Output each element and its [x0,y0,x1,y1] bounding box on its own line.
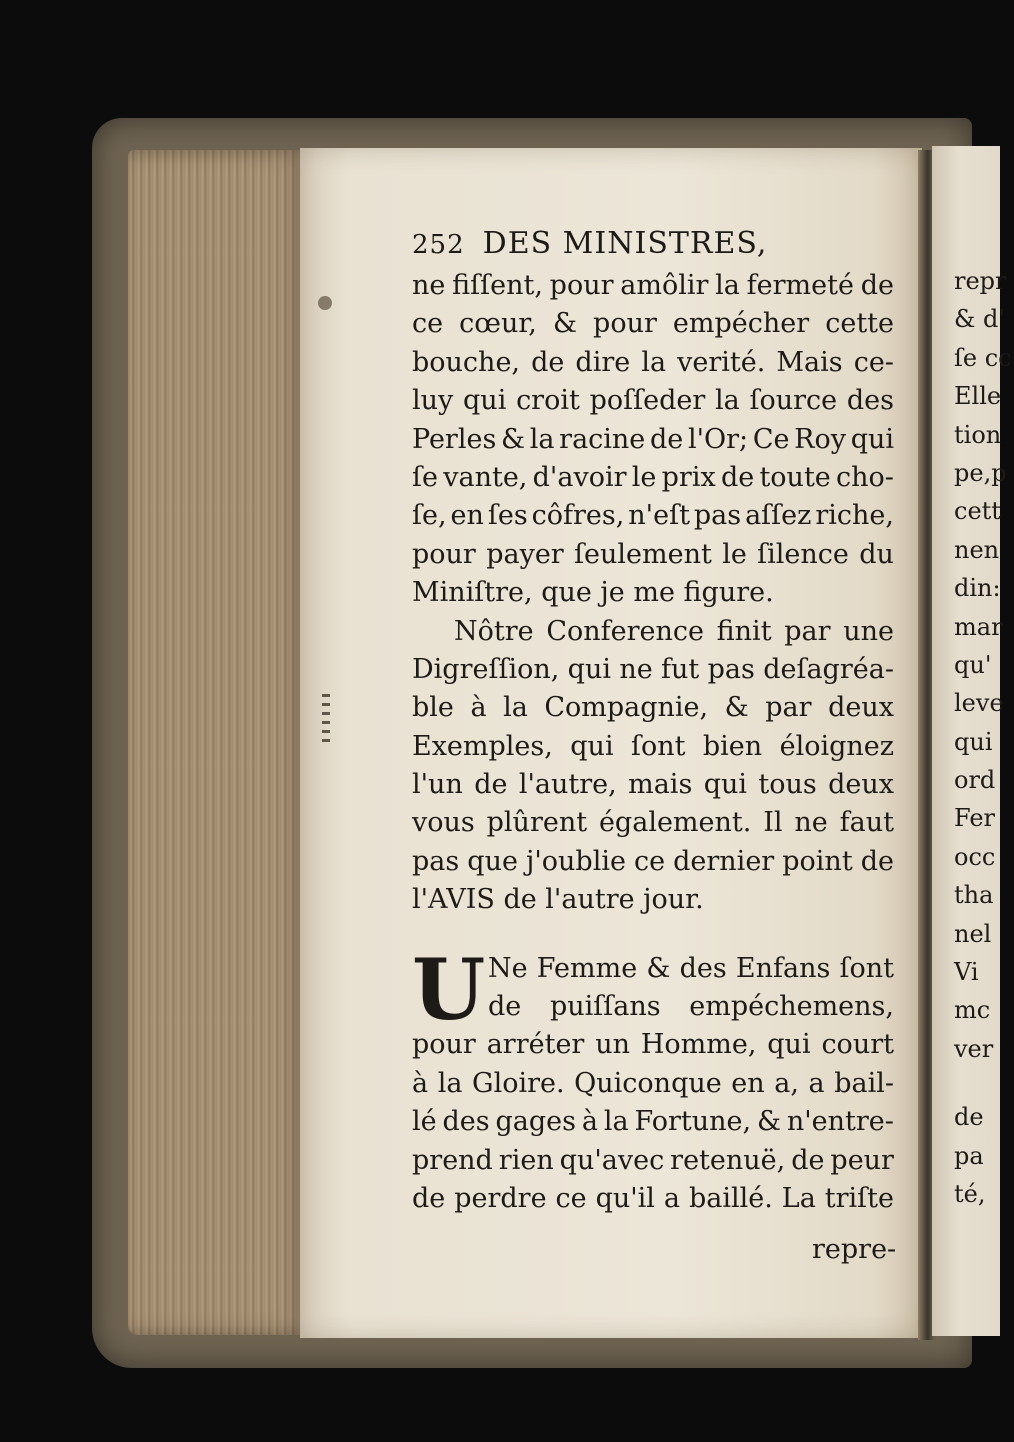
facing-page-line: qu' [954,650,992,679]
facing-page-line: tha [954,881,994,910]
running-title: DES MINISTRES, [482,226,768,261]
facing-page-line: occ [954,842,996,871]
text-line: de puiſſans empéchemens, [488,991,894,1023]
facing-page-line: Elle [954,382,1002,411]
margin-marks [322,694,330,744]
text-line: ce cœur, & pour empécher cette [412,308,894,340]
text-line: pour payer ſeulement le ſilence du [412,538,894,570]
text-line: Miniſtre, que je me figure. [412,577,774,609]
facing-page-line: mar [954,612,1003,641]
facing-page-line: nel [954,919,992,948]
text-line: ble à la Compagnie, & par deux [412,692,894,724]
paragraph-2 [412,613,894,920]
facing-page-line [954,1068,1014,1098]
text-line: ſe, en ſes côfres, n'eſt pas aſſez riche, [412,500,894,532]
facing-page-line: Vi [954,958,979,987]
catchword: repre- [812,1234,897,1265]
facing-page-line: pe,p [954,458,1007,487]
facing-page-line: repr [954,267,1007,295]
text-line: bouche, de dire la verité. Mais ce- [412,346,894,378]
text-line: Perles & la racine de l'Or; Ce Roy qui [412,423,894,455]
text-line: vous plûrent également. Il ne faut [412,807,894,839]
facing-page-line: Fer [954,804,996,833]
facing-page-line: & d' [954,305,1005,334]
paragraph-3 [412,939,894,1219]
facing-page-line: té, [954,1179,986,1208]
text-line: Exemples, qui ſont bien éloignez [412,730,894,762]
page-edges [128,150,308,1335]
text-line: pour arréter un Homme, qui court [412,1029,894,1061]
facing-page-line: tion [954,420,1002,449]
facing-page-line: qui [954,727,993,756]
text-line: lé des gages à la Fortune, & n'entre- [412,1106,894,1138]
text-line: pas que j'oublie ce dernier point de [412,845,894,877]
facing-page-line: leve [954,689,1004,718]
facing-page-line: pa [954,1141,984,1170]
text-line: de perdre ce qu'il a baillé. La triſte [412,1182,894,1214]
facing-page-line: mc [954,996,991,1025]
paragraph-1 [412,267,894,613]
ink-spot [318,296,332,310]
facing-page-line: din: [954,574,1001,603]
facing-page-line: de [954,1103,984,1132]
page-number: 252 [412,230,465,260]
facing-page-line: ord [954,766,996,795]
facing-page-line: ſe cc [954,343,1012,372]
text-line: Ne Femme & des Enfans ſont [488,952,894,984]
text-line: l'AVIS de l'autre jour. [412,884,704,916]
text-line: à la Gloire. Quiconque en a, a bail- [412,1067,894,1099]
facing-page-line: cett [954,497,1001,526]
facing-page-line: ver [954,1034,994,1063]
running-header [412,222,894,267]
facing-page-text [954,262,1014,1213]
text-line: Nôtre Conference finit par une [454,615,894,647]
text-line: prend rien qu'avec retenuë, de peur [412,1144,894,1176]
drop-cap: U [412,939,486,1039]
text-line: ſe vante, d'avoir le prix de toute cho- [412,461,894,493]
text-line: Digreſſion, qui ne fut pas deſagréa- [412,653,894,685]
page-text [412,222,894,1218]
text-line: l'un de l'autre, mais qui tous deux [412,769,894,801]
facing-page-line: nen [954,535,1000,564]
text-line: ne fiſſent, pour amôlir la fermeté de [412,270,894,301]
text-line: luy qui croit poſſeder la ſource des [412,385,894,417]
